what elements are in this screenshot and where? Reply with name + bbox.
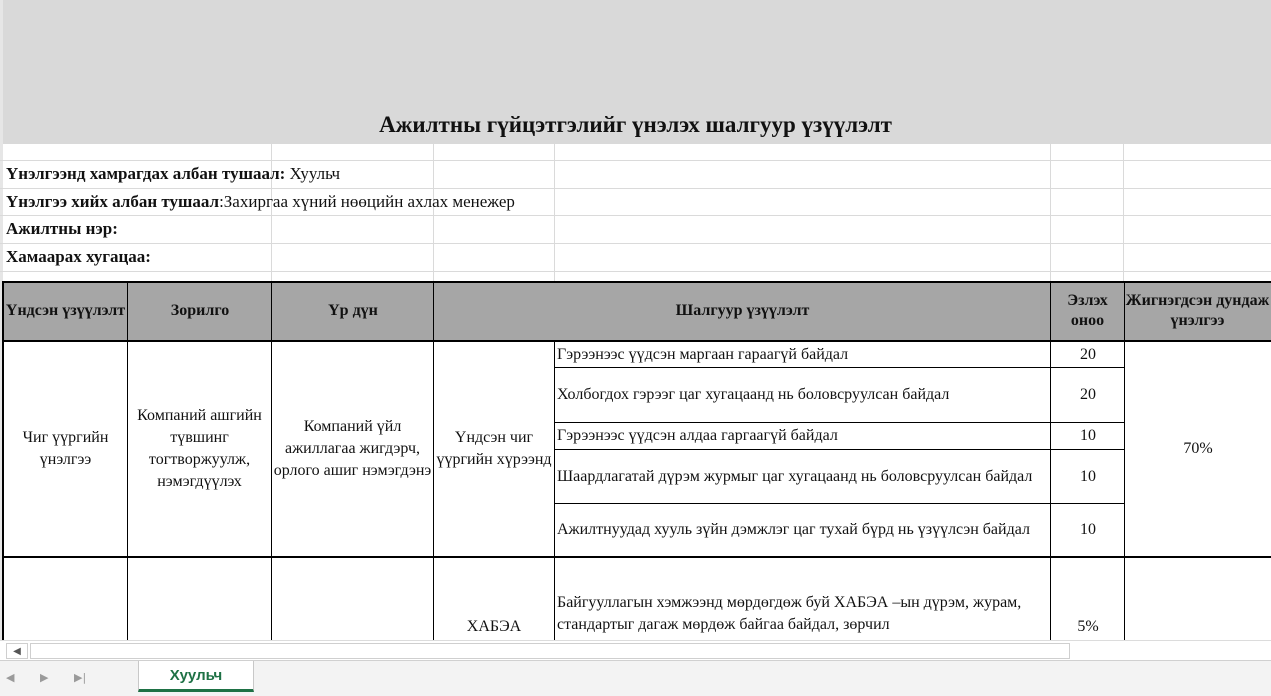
table-border [1050, 281, 1051, 640]
points-cell[interactable]: 5% [1077, 618, 1099, 635]
table-border [554, 340, 555, 640]
gridline [0, 160, 1271, 161]
gridline [0, 215, 1271, 216]
table-border [3, 556, 1271, 558]
gridline [1123, 144, 1124, 282]
employee-row [6, 219, 118, 239]
header-main-indicator[interactable]: Үндсэн үзүүлэлт [3, 282, 128, 340]
gridline [0, 188, 1271, 189]
scope-cell-hse[interactable]: ХАБЭА [466, 618, 522, 635]
criteria-cell[interactable]: Шаардлагатай дүрэм журмыг цаг хугацаанд нь боловсруулсан байдал [557, 467, 1033, 485]
criteria-cell[interactable]: Гэрээнээс үүдсэн алдаа гаргаагүй байдал [557, 427, 838, 444]
result-cell[interactable]: Компаний үйл ажиллагаа жигдэрч, орлого ашиг нэмэгдэнэ [273, 418, 432, 479]
gridline [1050, 144, 1051, 282]
header-criteria[interactable]: Шалгуур үзүүлэлт [434, 282, 1051, 340]
last-sheet-icon[interactable]: ▶| [74, 671, 87, 684]
period-row [6, 247, 151, 267]
criteria-cell[interactable]: Ажилтнуудад хууль зүйн дэмжлэг цаг тухай бүрд нь үзүүлсэн байдал [557, 521, 1030, 538]
first-sheet-icon[interactable]: ◀ [6, 671, 15, 684]
position-row [6, 164, 340, 184]
position-value: Хуульч [285, 164, 341, 183]
evaluator-row [6, 192, 515, 212]
sheet-title: Ажилтны гүйцэтгэлийг үнэлэх шалгуур үзүүлэлт [379, 112, 892, 137]
evaluator-label: Үнэлгээ хийх албан тушаал [6, 192, 220, 211]
header-weighted-avg[interactable]: Жигнэгдсэн дундаж үнэлгээ [1124, 282, 1271, 340]
main-indicator-cell[interactable]: Чиг үүргийн үнэлгээ [22, 429, 109, 468]
employee-label: Ажилтны нэр: [6, 219, 118, 238]
scroll-left-icon[interactable]: ◀ [6, 643, 28, 659]
header-result[interactable]: Үр дүн [272, 282, 434, 340]
criteria-cell[interactable]: Гэрээнээс үүдсэн маргаан гараагүй байдал [557, 345, 849, 363]
gridline [0, 243, 1271, 244]
points-cell[interactable]: 20 [1080, 345, 1096, 363]
gridline [433, 144, 434, 282]
points-cell[interactable]: 10 [1080, 467, 1096, 485]
sheet-tab-bar [0, 660, 1271, 696]
points-cell[interactable]: 10 [1080, 521, 1096, 538]
table-border [3, 281, 1271, 283]
horizontal-scrollbar[interactable] [0, 640, 1271, 661]
criteria-cell[interactable]: Байгууллагын хэмжээнд мөрдөгдөж буй ХАБЭА –ын дүрэм, журам, стандартыг дагаж мөрдөж байгаа байдал, зөрчил [557, 594, 1022, 633]
scope-cell[interactable]: Үндсэн чиг үүргийн хүрээнд [436, 429, 552, 468]
criteria-cell[interactable]: Холбогдох гэрээг цаг хугацаанд нь боловсруулсан байдал [557, 386, 950, 403]
scroll-track[interactable] [30, 643, 1070, 659]
goal-cell[interactable]: Компаний ашгийн түвшинг тогтворжуулж, нэмэгдүүлэх [137, 407, 262, 490]
header-goal[interactable]: Зорилго [128, 282, 272, 340]
gridline [0, 271, 1271, 272]
points-cell[interactable]: 20 [1080, 386, 1096, 403]
evaluator-value: :Захиргаа хүний нөөцийн ахлах менежер [219, 192, 515, 211]
header-points[interactable]: Эзлэх оноо [1051, 282, 1124, 340]
weighted-avg-cell[interactable]: 70% [1183, 440, 1213, 457]
sheet-tab-lawyer[interactable]: Хуульч [138, 661, 254, 692]
period-label: Хамаарах хугацаа: [6, 247, 151, 266]
next-sheet-icon[interactable]: ▶ [40, 671, 49, 684]
gridline [554, 144, 555, 282]
points-cell[interactable]: 10 [1080, 427, 1096, 444]
position-label: Үнэлгээнд хамрагдах албан тушаал: [6, 164, 286, 183]
